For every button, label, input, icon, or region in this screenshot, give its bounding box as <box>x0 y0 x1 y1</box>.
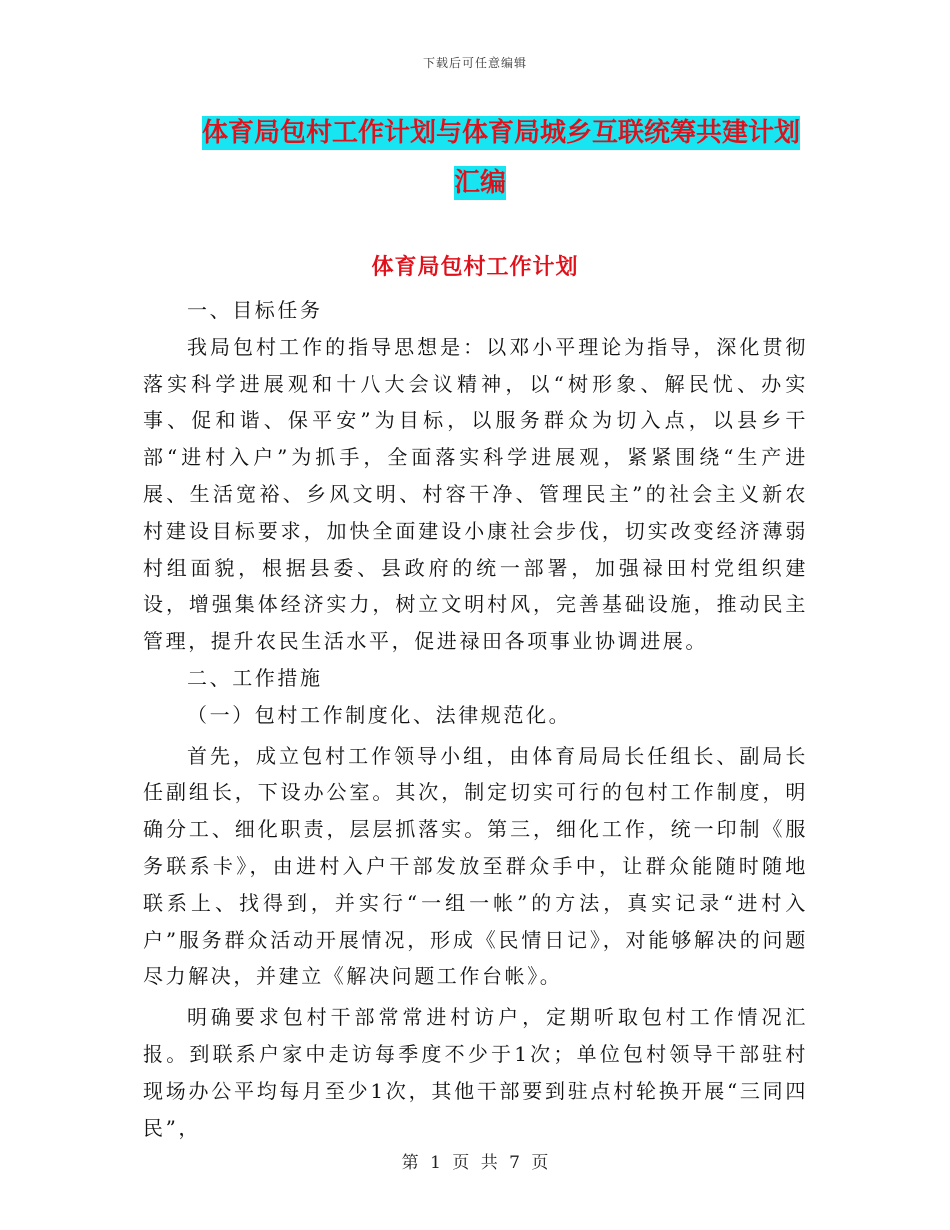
title-line-2-text: 汇编 <box>453 168 506 198</box>
heading-measures: 二、工作措施 <box>187 665 323 690</box>
page-footer: 第 1 页 共 7 页 <box>401 1153 549 1173</box>
body-text <box>143 292 808 1146</box>
paragraph-first-steps: 首先，成立包村工作领导小组，由体育局局长任组长、副局长任副组长，下设办公室。其次，制定切实可行的包村工作制度，明确分工、细化职责，层层抓落实。第三，细化工作，统一印制《服务联系卡》，由进村入户干部发放至群众手中，让群众能随时随地联系上、找得到，并实行“一组一帐”的方法，真实记录“进村入户”服务群众活动开展情况，形成《民情日记》，对能够解决的问题尽力解决，并建立《解决问题工作台帐》。 <box>143 743 808 989</box>
section-title: 体育局包村工作计划 <box>371 255 579 280</box>
header-note: 下载后可任意编辑 <box>422 56 527 70</box>
title-line-2 <box>140 158 810 208</box>
paragraph-guiding-thought: 我局包村工作的指导思想是：以邓小平理论为指导，深化贯彻落实科学进展观和十八大会议精神，以“树形象、解民忧、办实事、促和谐、保平安”为目标，以服务群众为切入点，以县乡干部“进村入户”为抓手，全面落实科学进展观，紧紧围绕“生产进展、生活宽裕、乡风文明、村容干净、管理民主”的社会主义新农村建设目标要求，加快全面建设小康社会步伐，切实改变经济薄弱村组面貌，根据县委、县政府的统一部署，加强禄田村党组织建设，增强集体经济实力，树立文明村风，完善基础设施，推动民主管理，提升农民生活水平，促进禄田各项事业协调进展。 <box>143 334 808 654</box>
document-title <box>140 108 810 208</box>
subheading-institutionalization: （一）包村工作制度化、法律规范化。 <box>187 702 572 727</box>
heading-goals: 一、目标任务 <box>187 298 323 322</box>
paragraph-requirements: 明确要求包村干部常常进村访户，定期听取包村工作情况汇报。到联系户家中走访每季度不少于1次；单位包村领导干部驻村现场办公平均每月至少1次，其他干部要到驻点村轮换开展“三同四民”， <box>143 1005 808 1140</box>
title-line-1 <box>140 108 810 158</box>
title-line-1-text: 体育局包村工作计划与体育局城乡互联统筹共建计划 <box>201 118 800 148</box>
